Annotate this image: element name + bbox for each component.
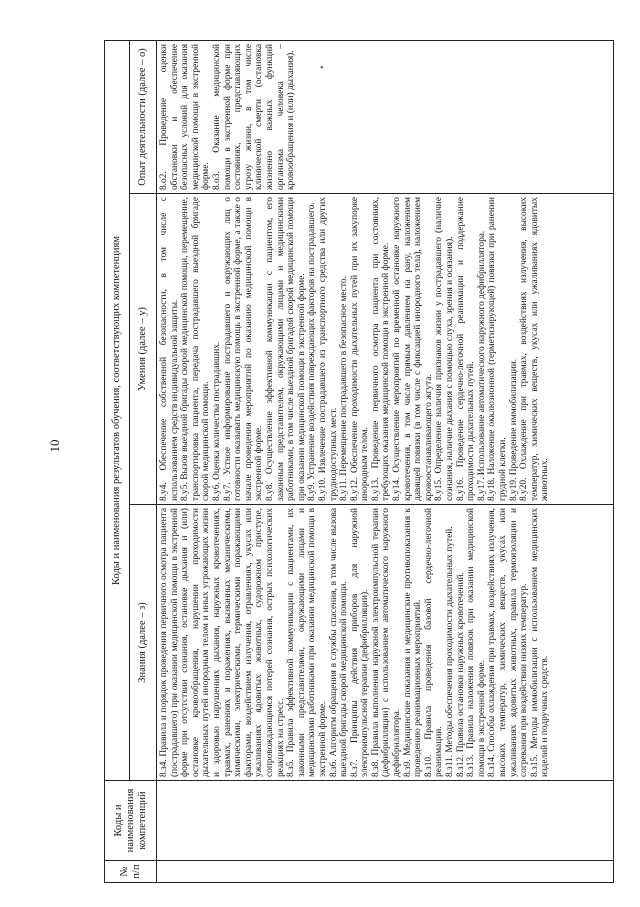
knowledge-item: 8.з12. Правила остановки наружных кровотечений. xyxy=(455,572,466,777)
knowledge-item: 8.з10. Правила проведения базовой сердечно-легочной реанимации. xyxy=(423,508,445,777)
skill-item: 8.у16. Проведение сердечно-легочной реанимации и поддержание проходимости дыхательных путей. xyxy=(455,197,477,501)
skill-item: 8.у20. Охлаждение при травмах, воздействиях излучения, высоких температур, химических веществ, укусах или ужаливаниях ядовитых животных. xyxy=(519,197,551,501)
scan-mark: • xyxy=(320,63,324,74)
knowledge-item: 8.з11. Методы обеспечения проходимости дыхательных путей. xyxy=(445,526,456,777)
header-skills: Умения (далее – у) xyxy=(130,194,157,505)
cell-experience xyxy=(157,40,614,193)
skill-item: 8.у6. Оценка количества пострадавших. xyxy=(211,341,222,501)
cell-number xyxy=(157,861,614,883)
skill-item: 8.у8. Осуществление эффективной коммуникации с пациентом, его законным представителем, окружающими лицами и медицинскими работниками, в том числе выездной бригадой скорой медицинской помощи при оказании медицинской помощи в экстренной форме. xyxy=(264,197,307,501)
skill-item: 8.у15. Определение наличия признаков жизни у пострадавшего (наличие сознания, наличие дыхания с помощью слуха, зрения и осязания). xyxy=(434,197,456,501)
experience-item: 8.о2. Проведение оценки обстановки и обеспечение безопасных условий для оказания медицинской помощи в экстренной форме. xyxy=(159,43,212,190)
cell-competency-codes xyxy=(157,781,614,861)
header-competency-codes: Коды и наименования компетенций xyxy=(105,781,157,861)
header-number: № п/п xyxy=(105,861,157,883)
knowledge-item: 8.з14. Способы охлаждения при травмах, воздействиях излучения, высоких температур, химических веществ, укусах или ужаливаниях ядовитых животных, правила термоизоляции и согревания при воздействии низких температур. xyxy=(487,508,530,777)
competency-results-table xyxy=(104,40,614,883)
header-experience: Опыт деятельности (далее – о) xyxy=(130,40,157,193)
page-number: 10 xyxy=(47,439,62,453)
knowledge-item: 8.з7. Принципы действия приборов для наружной электроимпульсной терапии (дефибрилляции). xyxy=(349,508,371,777)
skill-item: 8.у7. Устное информирование пострадавшего и окружающих лиц о готовности оказывать медицинскую помощь в экстренной форме, а также о начале проведения мероприятий по оказанию медицинской помощи в экстренной форме. xyxy=(222,197,265,501)
knowledge-item: 8.з9. Медицинские показания и медицинские противопоказания к проведению реанимационных мероприятий. xyxy=(402,508,424,777)
skill-item: 8.у14. Осуществление мероприятий по временной остановке наружного кровотечения, в том числе прямым давлением на рану, наложением давящей повязки (в том числе с фиксацией инородного тела), наложением кровоостанавливающего жгута. xyxy=(392,197,434,501)
knowledge-item: 8.з4. Правила и порядок проведения первичного осмотра пациента (пострадавшего) при оказании медицинской помощи в экстренной форме при отсутствии сознания, остановке дыхания и (или) остановке кровообращения, нарушении проходимости дыхательных путей инородным телом и иных угрожающих жизни и здоровью нарушениях дыхания, наружных кровотечениях, травмах, ранениях и поражениях, вызванных механическими, химическими, электрическими, термическими поражающими факторами, воздействием излучения, отравлениях, укусах или ужаливаниях ядовитых животных, судорожном приступе, сопровождающимся потерей сознания, острых психологических реакциях на стресс. xyxy=(159,508,286,777)
skill-item: 8.у18. Наложение окклюзионной (герметизирующей) повязки при ранении грудной клетки. xyxy=(487,197,508,501)
skill-item: 8.у10. Извлечение пострадавшего из транспортного средства или других труднодоступных мест. xyxy=(317,197,339,501)
knowledge-item: 8.з15. Методы иммобилизации с использованием медицинских изделий и подручных средств. xyxy=(529,508,551,777)
rotated-table-frame xyxy=(104,41,614,883)
knowledge-item: 8.з5. Правила эффективной коммуникации с пациентами, их законными представителями, окружающими лицами и медицинскими работниками при оказании медицинской помощи в экстренной форме. xyxy=(286,508,328,777)
skill-item: 8.у17. Использование автоматического наружного дефибриллятора. xyxy=(476,230,487,501)
cell-knowledge xyxy=(157,505,614,781)
cell-skills xyxy=(157,194,614,505)
skill-item: 8.у19. Проведение иммобилизации. xyxy=(508,358,519,501)
skill-item: 8.у5. Вызов выездной бригады скорой медицинской помощи, перемещение, транспортировка пациента, передача пострадавшего выездной бригаде скорой медицинской помощи. xyxy=(180,197,212,501)
skill-item: 8.у4. Обеспечение собственной безопасности, в том числе с использованием средств индивидуальной защиты. xyxy=(159,197,180,501)
header-results-group: Коды и наименования результатов обучения, соответствующих компетенциям xyxy=(105,40,130,780)
experience-item: 8.о3. Оказание медицинской помощи в экстренной форме при состояниях, представляющих угрозу жизни, в том числе клинической смерти (остановка жизненно важных функций организма человека – кровообращения и (или) дыхания). xyxy=(211,43,297,190)
header-knowledge: Знания (далее – з) xyxy=(130,505,157,781)
knowledge-item: 8.з6. Алгоритм обращения в службы спасения, в том числе вызова выездной бригады скорой медицинской помощи. xyxy=(328,508,350,777)
skill-item: 8.у12. Обеспечение проходимости дыхательных путей при их закупорке инородным телом. xyxy=(349,197,371,501)
knowledge-item: 8.з8. Правила выполнения наружной электроимпульсной терапии (дефибрилляции) с использованием автоматического наружного дефибриллятора. xyxy=(370,508,403,777)
skill-item: 8.у11. Перемещение пострадавшего в безопасное место. xyxy=(339,276,350,501)
skill-item: 8.у13. Проведение первичного осмотра пациента при состояниях, требующих оказания медицинской помощи в экстренной форме. xyxy=(370,197,392,501)
knowledge-item: 8.з13. Правила наложения повязок при оказании медицинской помощи в экстренной форме. xyxy=(466,508,487,777)
skill-item: 8.у9. Устранение воздействия повреждающих факторов на пострадавшего. xyxy=(307,202,318,501)
